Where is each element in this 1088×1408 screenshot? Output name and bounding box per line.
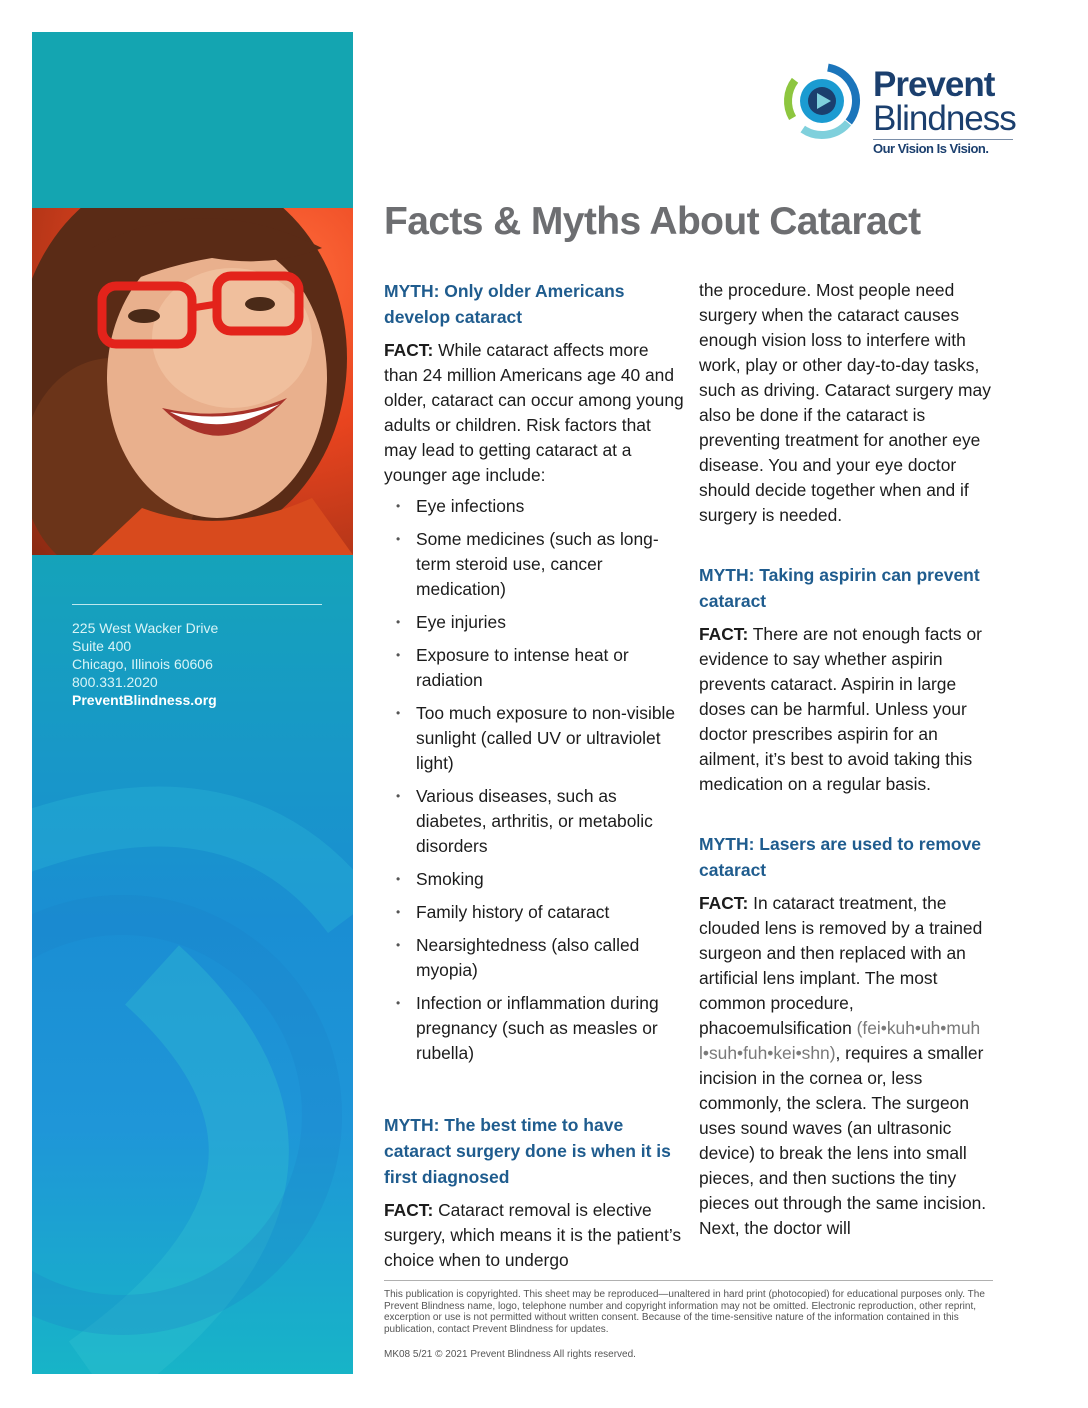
logo-wordmark xyxy=(873,65,1016,138)
fact-paragraph xyxy=(384,338,684,488)
fact-text: , requires a smaller incision in the cornea or, less commonly, the sclera. The surgeon uses sound waves (an ultrasonic device) to break the lens into small pieces, and then suctions the tiny pieces out through the same incision. Next, the doctor will xyxy=(699,1043,987,1238)
copyright-notice: This publication is copyrighted. This sheet may be reproduced—unaltered in hard print (photocopied) for educational purposes only. The Prevent Blindness name, logo, telephone number and copyright information may not be omitted. Electronic reproduction, other reprint, excerption or use is not permitted without written consent. Because of the time-sensitive nature of the information contained in this publication, contact Prevent Blindness for updates. xyxy=(384,1289,985,1335)
fact-label: FACT: xyxy=(384,1200,434,1220)
fact-text: There are not enough facts or evidence to say whether aspirin prevents cataract. Aspirin in large doses can be harmful. Unless your doctor prescribes aspirin for an ailment, it’s best to avoid taking this medication on a regular basis. xyxy=(699,624,982,794)
logo-tagline: Our Vision Is Vision. xyxy=(873,141,989,156)
pronunciation: (fei•kuh•uh•muh l•suh•fuh•kei•shn) xyxy=(699,1018,981,1063)
fact-continued: the procedure. Most people need surgery when the cataract causes enough vision loss to interfere with work, play or other day-to-day tasks, such as driving. Cataract surgery may also be done if the cataract is preventing treatment for another eye disease. You and your eye doctor should decide together when and if surgery is needed. xyxy=(699,280,991,525)
sidebar xyxy=(32,32,353,1374)
right-column xyxy=(699,278,999,1241)
eye-logo-icon xyxy=(783,62,861,140)
myth-heading: MYTH: The best time to have cataract surgery done is when it is first diagnosed xyxy=(384,1115,671,1187)
fact-label: FACT: xyxy=(699,624,749,644)
contact-address xyxy=(72,604,322,709)
fact-paragraph xyxy=(699,622,999,797)
fact-text: In cataract treatment, the clouded lens is removed by a trained surgeon and then replaced with an artificial lens implant. The most common procedure, phacoemulsification xyxy=(699,893,983,1038)
myth-heading: MYTH: Lasers are used to remove cataract xyxy=(699,834,982,880)
page-title: Facts & Myths About Cataract xyxy=(384,200,921,243)
fact-paragraph xyxy=(699,891,999,1241)
list-item: • Various diseases, such as diabetes, arthritis, or metabolic disorders xyxy=(384,784,684,859)
sidebar-top-band xyxy=(32,32,353,208)
address-line: Suite 400 xyxy=(72,638,132,654)
fact-paragraph xyxy=(384,1198,684,1273)
myth-heading: MYTH: Only older Americans develop cataract xyxy=(384,281,625,327)
address-line: Chicago, Illinois 60606 xyxy=(72,656,213,672)
fact-label: FACT: xyxy=(699,893,749,913)
woman-photo xyxy=(32,208,353,555)
document-code: MK08 5/21 © 2021 Prevent Blindness All rights reserved. xyxy=(384,1349,636,1360)
left-column xyxy=(384,278,684,1273)
prevent-blindness-logo xyxy=(783,62,1023,157)
logo-word-blindness: Blindness xyxy=(873,99,1016,138)
list-item: • Nearsightedness (also called myopia) xyxy=(384,933,684,983)
list-item: • Some medicines (such as long-term steroid use, cancer medication) xyxy=(384,527,684,602)
fact-text: Cataract removal is elective surgery, which means it is the patient’s choice when to undergo xyxy=(384,1200,682,1270)
logo-divider xyxy=(873,139,1013,140)
myth-heading: MYTH: Taking aspirin can prevent cataract xyxy=(699,565,980,611)
list-item: • Smoking xyxy=(384,867,684,892)
list-item: • Eye infections xyxy=(384,494,684,519)
fact-label: FACT: xyxy=(384,340,434,360)
address-divider xyxy=(72,604,322,605)
fact-text: While cataract affects more than 24 million Americans age 40 and older, cataract can occur among young adults or children. Risk factors that may lead to getting cataract at a younger age include: xyxy=(384,340,684,485)
list-item: • Exposure to intense heat or radiation xyxy=(384,643,684,693)
list-item: • Too much exposure to non-visible sunlight (called UV or ultraviolet light) xyxy=(384,701,684,776)
footer xyxy=(384,1280,993,1361)
logo-word-prevent: Prevent xyxy=(873,65,995,104)
list-item: • Family history of cataract xyxy=(384,900,684,925)
website-link[interactable]: PreventBlindness.org xyxy=(72,692,217,708)
phone-number: 800.331.2020 xyxy=(72,674,158,690)
list-item: • Infection or inflammation during pregnancy (such as measles or rubella) xyxy=(384,991,684,1066)
risk-factor-list xyxy=(384,494,684,1066)
list-item: • Eye injuries xyxy=(384,610,684,635)
address-line: 225 West Wacker Drive xyxy=(72,620,219,636)
